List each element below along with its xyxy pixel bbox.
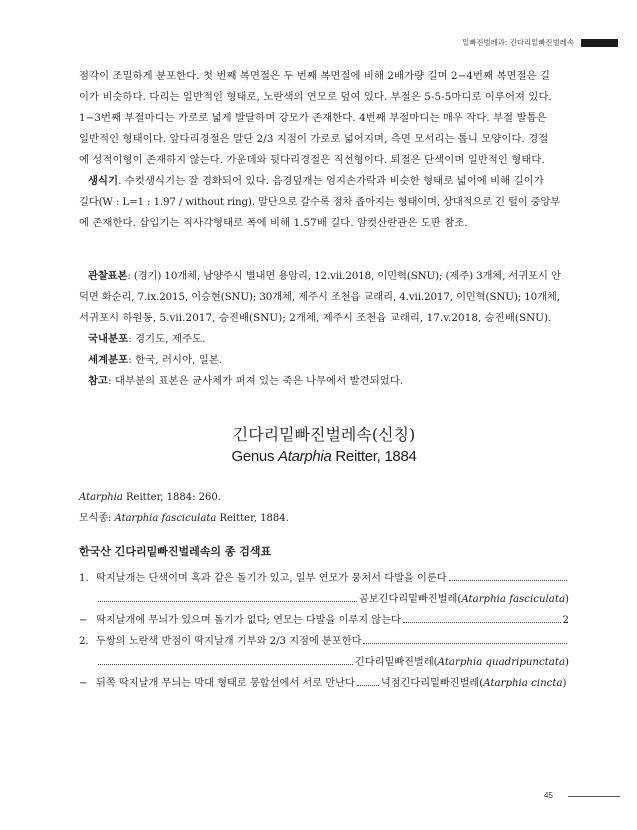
note-label: 참고 bbox=[88, 375, 109, 387]
citation-genus: Atarphia bbox=[79, 492, 123, 503]
genus-prefix: Genus bbox=[231, 448, 279, 465]
leader-dots bbox=[449, 579, 567, 581]
genitalia-line: 길다(W : L=1 : 1.97 / without ring). 말단으로 갈수록 점차 좁아지는 형태이며, 상대적으로 긴 털이 중앙부 bbox=[79, 196, 561, 208]
note bbox=[79, 371, 569, 392]
genus-citation bbox=[79, 487, 569, 508]
key-result bbox=[355, 652, 569, 673]
key-row bbox=[79, 589, 569, 610]
running-header-bar bbox=[581, 39, 618, 47]
citation-rest: Reitter, 1884: 260. bbox=[122, 492, 221, 503]
type-species bbox=[79, 508, 569, 529]
key-text: 딱지날개는 단색이며 혹과 같은 돌기가 있고, 일부 연모가 뭉쳐서 다발을 이룬다 bbox=[96, 573, 447, 584]
paren-close: ) bbox=[565, 657, 569, 668]
desc-line: 에 성적이형이 존재하지 않는다. 가운데와 뒷다리경절은 직선형이다. 퇴절은 단색이며 일반적인 형태다. bbox=[79, 154, 545, 166]
specimen-section bbox=[79, 266, 569, 392]
leader-dots bbox=[357, 684, 379, 686]
key-result bbox=[381, 673, 567, 694]
species-korean: 넉점긴다리밑빠진벌레( bbox=[380, 678, 484, 689]
key-text: 딱지날개에 무늬가 있으며 돌기가 없다; 연모는 다발을 이루지 않는다 bbox=[96, 615, 401, 626]
genus-title-korean: 긴다리밑빠진벌레속(신칭) bbox=[232, 425, 416, 444]
paren-close: ) bbox=[565, 594, 569, 605]
species-latin: Atarphia fasciculata bbox=[461, 594, 566, 605]
key-text: 뒤쪽 딱지날개 무늬는 막대 형태로 봉합선에서 서로 만난다 bbox=[96, 678, 355, 689]
species-latin: Atarphia quadripunctata bbox=[437, 657, 566, 668]
species-korean: 곰보긴다리밑빠진벌레( bbox=[358, 594, 462, 605]
desc-line: 이가 비슷하다. 다리는 일반적인 형태로, 노란색의 연모로 덮여 있다. 부절은 5-5-5마디로 이루어져 있다. bbox=[79, 91, 552, 103]
domestic-label: 국내분포 bbox=[88, 333, 129, 345]
desc-line: 일반적인 형태이다. 앞다리경절은 말단 2/3 지점이 가로로 넓어지며, 측면 모서리는 톱니 모양이다. 경절 bbox=[79, 133, 549, 145]
type-rest: Reitter, 1884. bbox=[216, 513, 289, 524]
leader-dots bbox=[98, 600, 357, 602]
key-row bbox=[79, 610, 569, 631]
type-species-name: Atarphia fasciculata bbox=[114, 513, 217, 524]
species-latin: Atarphia cincta bbox=[483, 678, 563, 689]
genus-heading bbox=[79, 424, 569, 468]
genus-title-latin bbox=[79, 446, 569, 468]
key-result bbox=[359, 589, 569, 610]
leader-dots bbox=[363, 642, 567, 644]
identification-key bbox=[79, 543, 569, 694]
genitalia-line bbox=[79, 171, 569, 192]
note-text: : 대부분의 표본은 균사체가 퍼져 있는 죽은 나무에서 발견되었다. bbox=[108, 375, 404, 387]
running-header-text: 밑빠진벌레과: 긴다리밑빠진벌레속 bbox=[462, 38, 574, 47]
world-label: 세계분포 bbox=[88, 354, 129, 366]
leader-dots bbox=[98, 663, 353, 665]
specimens-line: 덕면 화순리, 7.ix.2015, 이승현(SNU); 30개체, 제주시 조천읍 교래리, 4.vii.2017, 이민혁(SNU); 10개체, bbox=[79, 291, 560, 303]
world-text: : 한국, 러시아, 일본. bbox=[128, 354, 223, 366]
specimens-line: 서귀포시 하원동, 5.vii.2017, 승진배(SNU); 2개체, 제주시 조천읍 교래리, 17.v.2018, 승진배(SNU). bbox=[79, 312, 552, 324]
key-number: − bbox=[79, 615, 88, 626]
world-distribution bbox=[79, 350, 569, 371]
domestic-distribution bbox=[79, 329, 569, 350]
genus-name: Atarphia bbox=[278, 448, 332, 465]
species-description bbox=[79, 66, 569, 234]
species-korean: 긴다리밑빠진벌레( bbox=[354, 657, 438, 668]
genitalia-label: 생식기 bbox=[88, 175, 119, 187]
domestic-text: : 경기도, 제주도. bbox=[128, 333, 206, 345]
key-result: 2 bbox=[562, 615, 569, 626]
genus-citations bbox=[79, 487, 569, 529]
key-row bbox=[79, 568, 569, 589]
specimens-label: 관찰표본 bbox=[88, 270, 128, 282]
key-row bbox=[79, 652, 569, 673]
key-row bbox=[79, 673, 569, 694]
desc-line: 점각이 조밀하게 분포한다. 첫 번째 복면절은 두 번째 복면절에 비해 2배가량 길며 2−4번째 복면절은 길 bbox=[79, 70, 551, 82]
key-number: 1. bbox=[79, 573, 89, 584]
key-number: − bbox=[79, 678, 88, 689]
genitalia-line: 에 존재한다. 삽입기는 직사각형태로 폭에 비해 1.57배 길다. 암컷산란관은 도판 참조. bbox=[79, 217, 468, 229]
leader-dots bbox=[403, 621, 561, 623]
footer-rule bbox=[568, 796, 620, 797]
key-text: 두쌍의 노란색 반점이 딱지날개 기부와 2/3 지점에 분포한다 bbox=[96, 636, 362, 647]
key-row bbox=[79, 631, 569, 652]
running-header bbox=[462, 37, 618, 48]
specimens-line bbox=[79, 266, 569, 287]
type-label: 모식종: bbox=[79, 513, 115, 524]
specimens-text: : (경기) 10개체, 남양주시 별내면 용암리, 12.vii.2018, 이민혁(SNU); (제주) 3개체, 서귀포시 안 bbox=[127, 270, 561, 282]
key-title: 한국산 긴다리밑빠진벌레속의 종 검색표 bbox=[79, 545, 272, 558]
desc-line: 1−3번째 부절마디는 가로로 넓게 발달하며 강모가 존재한다. 4번째 부절마디는 매우 작다. 부절 발톱은 bbox=[79, 112, 547, 124]
genitalia-text: . 수컷생식기는 잘 경화되어 있다. 음경덮개는 엄지손가락과 비슷한 형태로 넓이에 비해 길이가 bbox=[118, 175, 544, 187]
genus-author: Reitter, 1884 bbox=[331, 448, 417, 465]
page-number: 45 bbox=[544, 791, 553, 800]
paren-close: ) bbox=[562, 678, 567, 689]
key-number: 2. bbox=[79, 636, 89, 647]
